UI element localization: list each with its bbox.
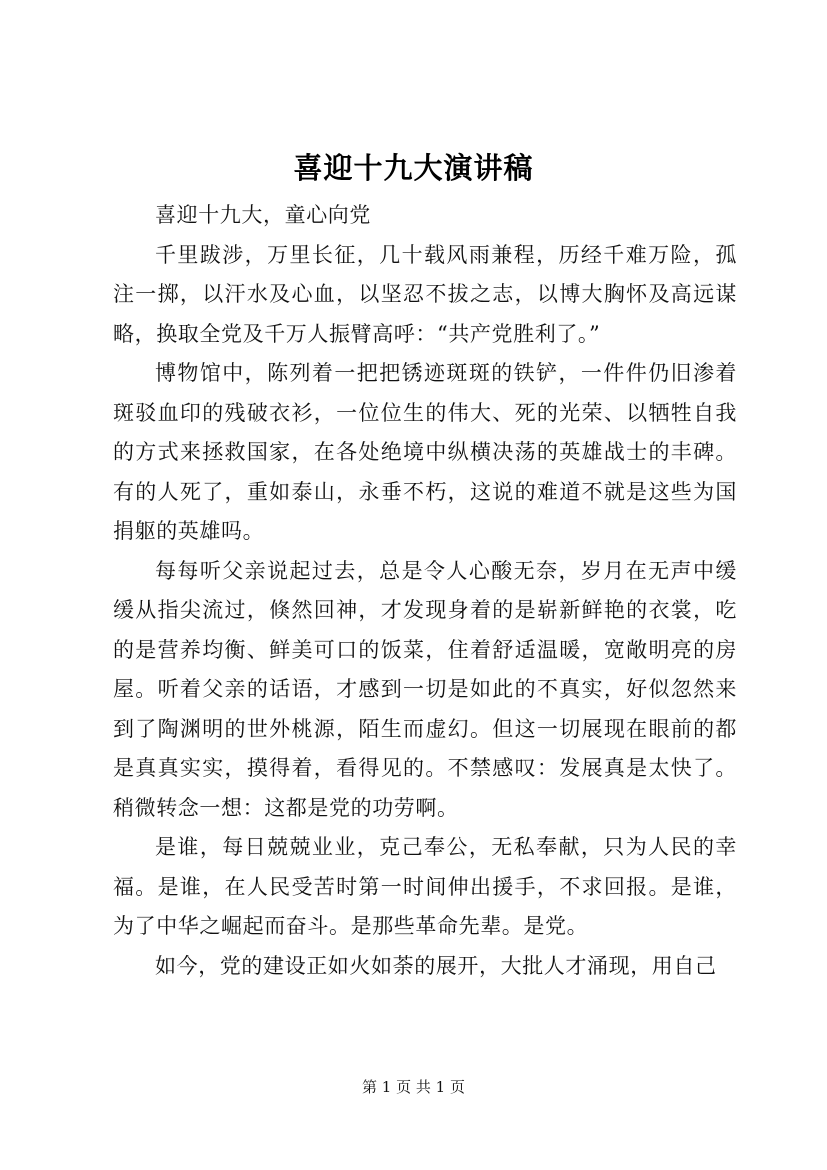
document-body bbox=[113, 196, 737, 986]
page-number-footer: 第 1 页 共 1 页 bbox=[362, 1078, 465, 1096]
document-title: 喜迎十九大演讲稿 bbox=[293, 151, 534, 185]
paragraph-5: 是谁，每日兢兢业业，克己奉公，无私奉献，只为人民的幸福。是谁，在人民受苦时第一时间伸出援手，不求回报。是谁，为了中华之崛起而奋斗。是那些革命先辈。是党。 bbox=[113, 835, 737, 938]
paragraph-6: 如今，党的建设正如火如荼的展开，大批人才涌现，用自己 bbox=[155, 953, 717, 978]
paragraph-4: 每每听父亲说起过去，总是令人心酸无奈，岁月在无声中缓缓从指尖流过，倏然回神，才发现身着的是崭新鲜艳的衣裳，吃的是营养均衡、鲜美可口的饭菜，住着舒适温暖，宽敞明亮的房屋。听着父亲的话语，才感到一切是如此的不真实，好似忽然来到了陶渊明的世外桃源，陌生而虚幻。但这一切展现在眼前的都是真真实实，摸得着，看得见的。不禁感叹：发展真是太快了。稍微转念一想：这都是党的功劳啊。 bbox=[113, 558, 737, 820]
paragraph-1: 喜迎十九大，童心向党 bbox=[155, 203, 371, 227]
paragraph-3: 博物馆中，陈列着一把把锈迹斑斑的铁铲，一件件仍旧渗着斑驳血印的残破衣衫，一位位生的伟大、死的光荣、以牺牲自我的方式来拯救国家，在各处绝境中纵横决荡的英雄战士的丰碑。有的人死了，重如泰山，永垂不朽，这说的难道不就是这些为国捐躯的英雄吗。 bbox=[113, 361, 737, 543]
paragraph-2: 千里跋涉，万里长征，几十载风雨兼程，历经千难万险，孤注一掷，以汗水及心血，以坚忍不拔之志，以博大胸怀及高远谋略，换取全党及千万人振臂高呼：“共产党胜利了。” bbox=[113, 242, 737, 346]
